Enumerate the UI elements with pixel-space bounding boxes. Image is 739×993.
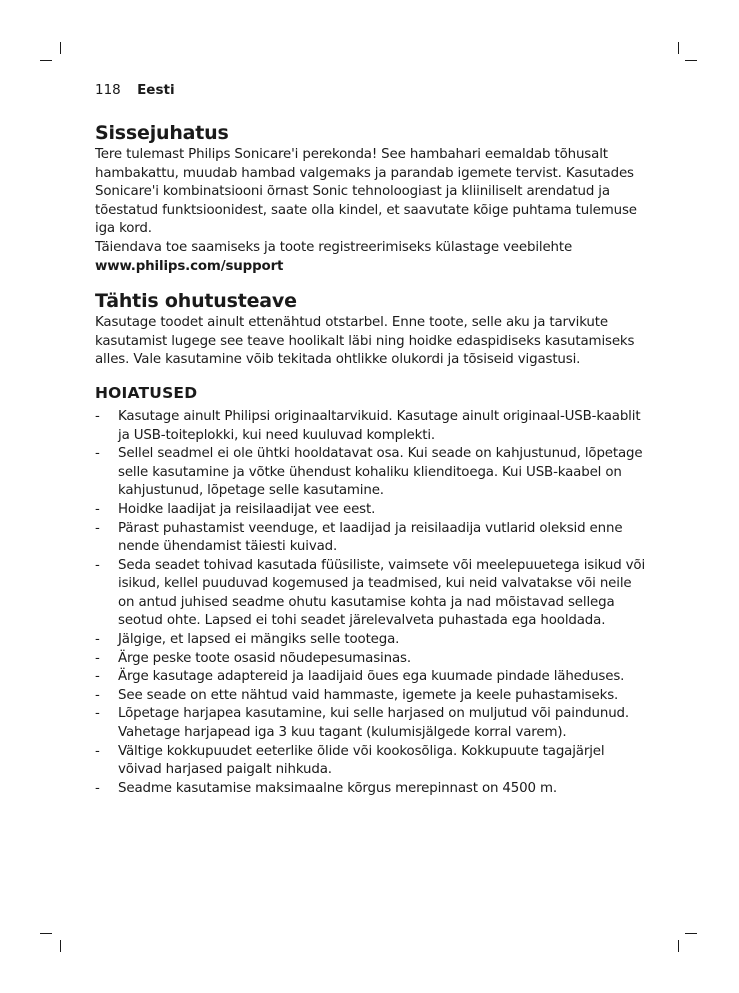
- crop-mark: [40, 933, 52, 934]
- crop-mark: [678, 940, 679, 952]
- list-item: - Seda seadet tohivad kasutada füüsiliste, vaimsete või meelepuuetega isikud või isikud, kellel puuduvad kogemused ja teadmised, kui neid valvatakse või neile on antud juhised seadme ohutu kasutamise kohta ja nad mõistavad sellega seotud ohte. Lapsed ei tohi seadet järelevalveta puhastada ega hooldada.: [95, 557, 646, 629]
- support-url: www.philips.com/support: [95, 258, 284, 274]
- support-paragraph: Täiendava toe saamiseks ja toote registreerimiseks külastage veebilehte: [95, 239, 573, 255]
- intro-heading: Sissejuhatus: [95, 122, 229, 144]
- crop-mark: [60, 940, 61, 952]
- crop-mark: [685, 60, 697, 61]
- list-item: - Seadme kasutamise maksimaalne kõrgus merepinnast on 4500 m.: [95, 780, 558, 796]
- safety-paragraph: Kasutage toodet ainult ettenähtud otstarbel. Enne toote, selle aku ja tarvikute kasutamist lugege see teave hoolikalt läbi ning hoidke edaspidiseks kasutamiseks alles. Vale kasutamine võib tekitada ohtlikke olukordi ja tõsiseid vigastusi.: [95, 315, 635, 368]
- crop-mark: [678, 42, 679, 54]
- list-item: - Jälgige, et lapsed ei mängiks selle tootega.: [95, 632, 400, 648]
- page-header: [95, 82, 175, 98]
- page-number: 118: [95, 82, 121, 98]
- crop-mark: [60, 42, 61, 54]
- intro-paragraph: Tere tulemast Philips Sonicare'i perekonda! See hambahari eemaldab tõhusalt hambakattu, muudab hambad valgemaks ja parandab igemete tervist. Kasutades Sonicare'i kombinatsiooni õrnast Sonic tehnoloogiast ja kliiniliselt arendatud ja tõestatud funktsioonidest, saate olla kindel, et saavutate kõige puhtama tulemuse iga kord.: [95, 147, 637, 237]
- list-item: - Lõpetage harjapea kasutamine, kui selle harjased on muljutud või paindunud. Vahetage harjapead iga 3 kuu tagant (kulumisjälgede korral varem).: [95, 706, 629, 741]
- list-item: - Pärast puhastamist veenduge, et laadijad ja reisilaadija vutlarid oleksid enne nende ühendamist täiesti kuivad.: [95, 520, 623, 555]
- list-item: - Sellel seadmel ei ole ühtki hooldatavat osa. Kui seade on kahjustunud, lõpetage selle kasutamine ja võtke ühendust kohaliku klienditoega. Kui USB-kaabel on kahjustunud, lõpetage selle kasutamine.: [95, 446, 643, 499]
- list-item: - See seade on ette nähtud vaid hammaste, igemete ja keele puhastamiseks.: [95, 687, 619, 703]
- list-item: - Vältige kokkupuudet eeterlike õlide või kookosõliga. Kokkupuute tagajärjel võivad harjased paigalt nihkuda.: [95, 743, 605, 778]
- warnings-list: [95, 408, 647, 798]
- list-item: - Kasutage ainult Philipsi originaaltarvikuid. Kasutage ainult originaal-USB-kaablit ja USB-toiteplokki, kui need kuuluvad komplekti.: [95, 408, 641, 443]
- crop-mark: [40, 60, 52, 61]
- list-item: - Hoidke laadijat ja reisilaadijat vee eest.: [95, 501, 376, 517]
- page-content: [95, 120, 647, 798]
- safety-heading: Tähtis ohutusteave: [95, 290, 297, 313]
- list-item: - Ärge kasutage adaptereid ja laadijaid õues ega kuumade pindade läheduses.: [95, 669, 625, 685]
- crop-mark: [685, 933, 697, 934]
- list-item: - Ärge peske toote osasid nõudepesumasinas.: [95, 650, 411, 666]
- warnings-heading: HOIATUSED: [95, 383, 198, 402]
- language-label: Eesti: [137, 82, 175, 98]
